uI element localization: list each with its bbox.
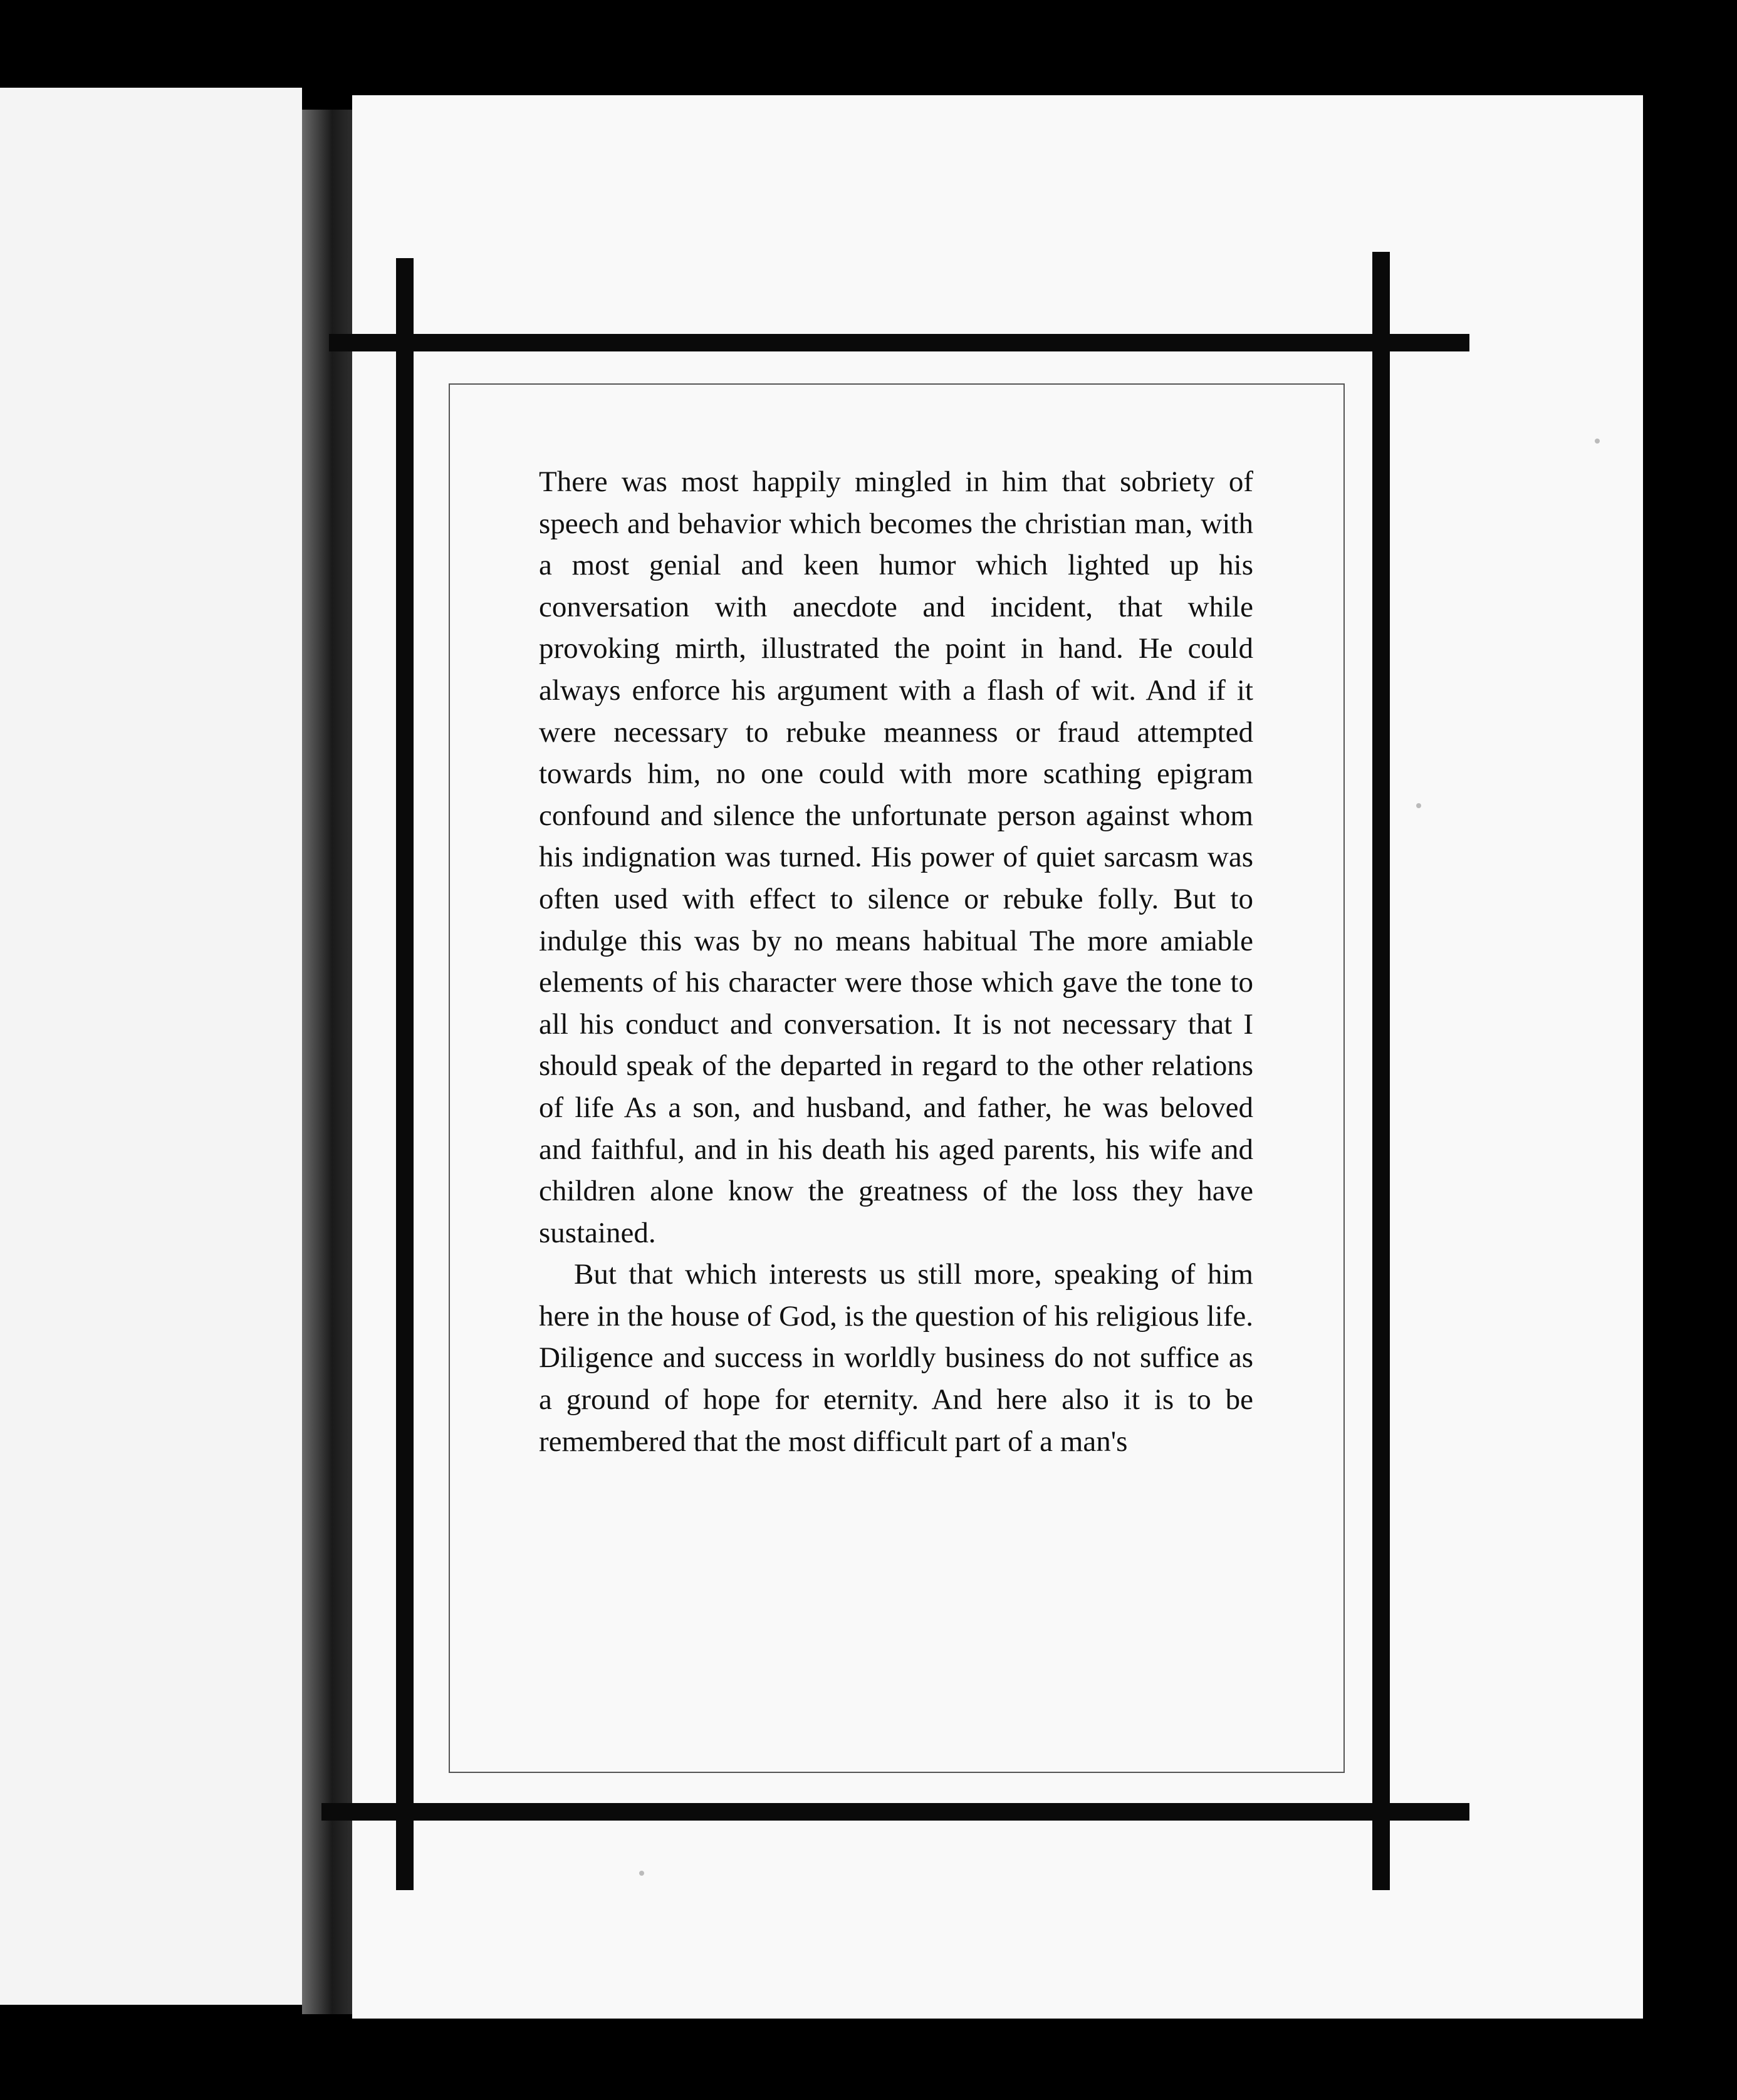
scan-speck bbox=[1595, 439, 1600, 444]
facing-page bbox=[0, 88, 302, 2005]
frame-left-rule bbox=[396, 258, 414, 1890]
frame-bottom-rule bbox=[321, 1803, 1469, 1821]
body-text bbox=[539, 461, 1253, 1462]
paragraph: There was most happily mingled in him that sobriety of speech and behavior which becomes the christian man, with a most genial and keen humor which lighted up his conversation with anecdote and incident, that while provoking mirth, illustrated the point in hand. He could always enforce his argument with a flash of wit. And if it were necessary to rebuke meanness or fraud attempted towards him, no one could with more scathing epigram confound and silence the unfortunate person against whom his indignation was turned. His power of quiet sarcasm was often used with effect to silence or rebuke folly. But to indulge this was by no means habitual The more amiable elements of his character were those which gave the tone to all his conduct and conversation. It is not necessary that I should speak of the departed in regard to the other relations of life As a son, and husband, and father, he was beloved and faithful, and in his death his aged parents, his wife and children alone know the greatness of the loss they have sustained. bbox=[539, 465, 1253, 1249]
paragraph: But that which interests us still more, speaking of him here in the house of God, is the question of his religious life. Diligence and success in worldly business do not suffice as a ground of hope for eternity. And here also it is to be remembered that the most difficult part of a man's bbox=[539, 1258, 1253, 1458]
scan-speck bbox=[1416, 803, 1421, 808]
scan-speck bbox=[639, 1871, 644, 1876]
binding-gutter bbox=[302, 110, 352, 2014]
frame-top-rule bbox=[329, 334, 1469, 351]
frame-right-rule bbox=[1372, 252, 1390, 1890]
